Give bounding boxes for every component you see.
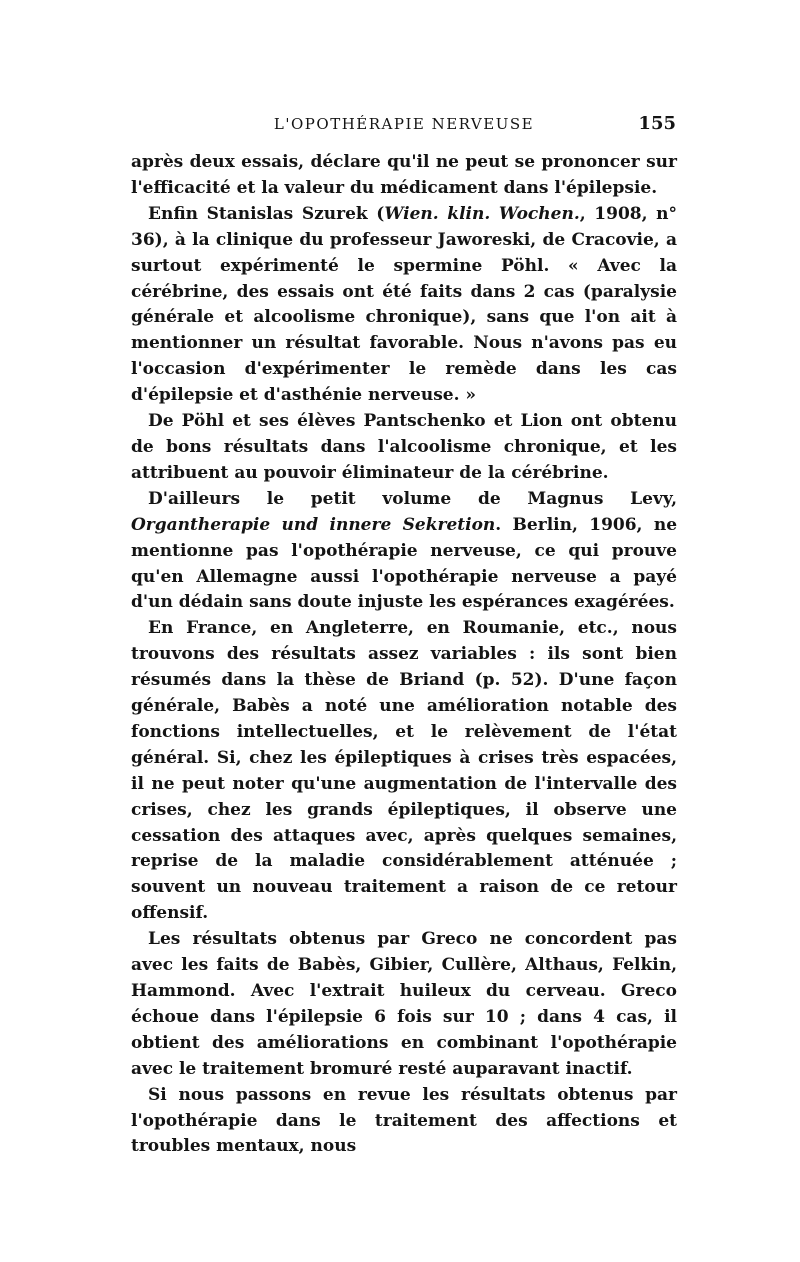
paragraph-1 [131,150,677,202]
paragraph-4 [131,487,677,617]
body-text [131,150,677,1160]
book-title: Organtherapie und innere Sekretion [131,514,496,535]
page-number: 155 [638,113,676,134]
running-head [130,113,678,137]
text-run: Enfin Stanislas Szurek ( [148,203,385,224]
text-run: D'ailleurs le petit volume de Magnus Levy, [148,488,677,509]
text-run: Si nous passons en revue les résultats obtenus par l'opothérapie dans le traitement des affections et troubles mentaux, nous [131,1084,677,1157]
journal-citation: Wien. klin. Wochen. [384,203,580,224]
text-run: Les résultats obtenus par Greco ne concordent pas avec les faits de Babès, Gibier, Cullère, Althaus, Felkin, Hammond. Avec l'extrait huileux du cerveau. Greco échoue dans l'épilepsie 6 fois sur 10 ; dans 4 cas, il obtient des améliorations en combinant l'opothérapie avec le traitement bromuré resté auparavant inactif. [131,929,677,1079]
running-title: L'OPOTHÉRAPIE NERVEUSE [273,115,535,133]
text-run: après deux essais, déclare qu'il ne peut se prononcer sur l'efficacité et la valeur du médicament dans l'épilepsie. [131,152,677,198]
text-run: En France, en Angleterre, en Roumanie, etc., nous trouvons des résultats assez variables : ils sont bien résumés dans la thèse de Briand (p. 52). D'une façon générale, Babès a noté une amélioration notable des fonctions intellectuelles, et le relèvement de l'état général. Si, chez les épileptiques à crises très espacées, il ne peut noter qu'une augmentation de l'intervalle des crises, chez les grands épileptiques, il observe une cessation des attaques avec, après quelques semaines, reprise de la maladie considérablement atténuée ; souvent un nouveau traitement a raison de ce retour offensif. [131,618,677,924]
paragraph-3 [131,409,677,487]
text-run: , 1908, n° 36), à la clinique du professeur Jaworeski, de Cracovie, a surtout expérimenté le spermine Pöhl. « Avec la cérébrine, des essais ont été faits dans 2 cas (paralysie générale et alcoolisme chronique), sans que l'on ait à mentionner un résultat favorable. Nous n'avons pas eu l'occasion d'expérimenter le remède dans les cas d'épilepsie et d'asthénie nerveuse. » [131,203,677,406]
paragraph-2 [131,202,677,409]
paragraph-7 [131,1083,677,1161]
paragraph-5 [131,616,677,927]
paragraph-6 [131,927,677,1082]
text-run: . Berlin, 1906, ne mentionne pas l'opothérapie nerveuse, ce qui prouve qu'en Allemagne aussi l'opothérapie nerveuse a payé d'un dédain sans doute injuste les espérances exagérées. [131,514,678,613]
text-run: De Pöhl et ses élèves Pantschenko et Lion ont obtenu de bons résultats dans l'alcoolisme chronique, et les attribuent au pouvoir éliminateur de la cérébrine. [131,411,677,483]
